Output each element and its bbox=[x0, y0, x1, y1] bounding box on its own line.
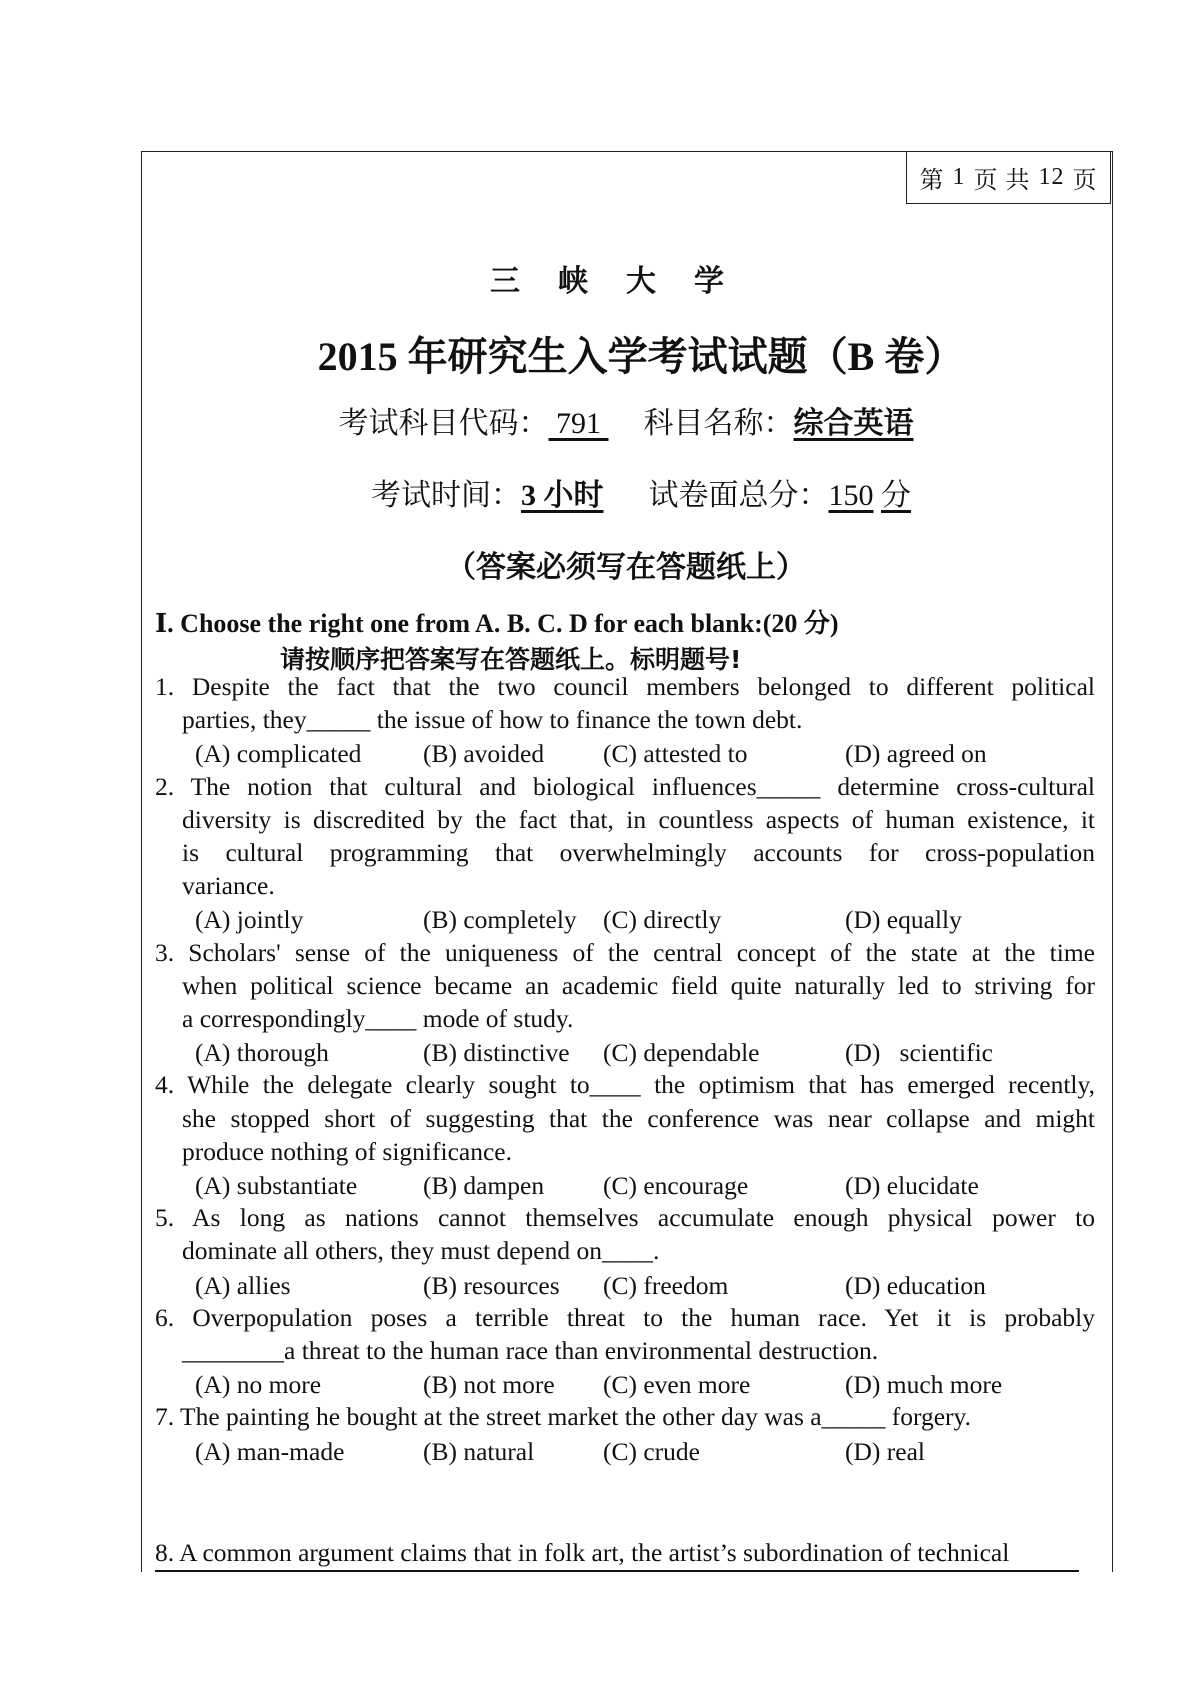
options-row bbox=[195, 736, 1095, 769]
question-3 bbox=[155, 936, 1095, 1036]
option-a: (A) no more bbox=[195, 1370, 322, 1400]
page-total: 12 bbox=[1038, 163, 1065, 190]
subject-code-label: 考试科目代码： bbox=[338, 407, 549, 440]
page-suffix: 页 bbox=[1072, 167, 1098, 194]
question-text-line: 1. Despite the fact that the two council members belonged to different political bbox=[155, 672, 1095, 701]
options-row bbox=[195, 1268, 1095, 1301]
time-score-line bbox=[141, 470, 1111, 514]
option-d: (D) scientific bbox=[845, 1038, 993, 1068]
time-label: 考试时间： bbox=[371, 479, 521, 512]
option-d: (D) agreed on bbox=[845, 739, 987, 769]
question-text-line: 4. While the delegate clearly sought to____ the optimism that has emerged recently, bbox=[155, 1070, 1095, 1100]
question-text-line: 6. Overpopulation poses a terrible threat to the human race. Yet it is probably bbox=[155, 1302, 1095, 1332]
question-8-partial: 8. A common argument claims that in folk art, the artist’s subordination of technical bbox=[155, 1536, 1079, 1572]
option-d: (D) education bbox=[845, 1270, 986, 1300]
subject-line bbox=[141, 398, 1111, 442]
option-c: (C) freedom bbox=[603, 1270, 729, 1300]
section-instruction: 请按顺序把答案写在答题纸上。标明题号! bbox=[280, 645, 742, 674]
question-4 bbox=[155, 1068, 1095, 1168]
option-c: (C) encourage bbox=[603, 1171, 749, 1200]
question-text-line: diversity is discredited by the fact that, in countless aspects of human existence, it bbox=[182, 804, 1095, 834]
time-value: 3 小时 bbox=[521, 479, 604, 512]
option-d: (D) elucidate bbox=[845, 1171, 979, 1200]
option-c: (C) even more bbox=[603, 1370, 751, 1400]
subject-name-label: 科目名称： bbox=[643, 407, 794, 440]
option-a: (A) allies bbox=[195, 1270, 291, 1300]
option-a: (A) man-made bbox=[195, 1436, 345, 1466]
page-current: 1 bbox=[952, 163, 966, 190]
question-2 bbox=[155, 770, 1095, 903]
question-text-line: a correspondingly____ mode of study. bbox=[182, 1003, 574, 1033]
option-a: (A) jointly bbox=[195, 905, 304, 935]
question-text-line: 7. The painting he bought at the street market the other day was a_____ forgery. bbox=[155, 1402, 971, 1432]
question-text-line: when political science became an academic field quite naturally led to striving for bbox=[182, 970, 1095, 1000]
options-row bbox=[195, 1035, 1095, 1068]
question-text-line: parties, they_____ the issue of how to finance the town debt. bbox=[182, 705, 803, 735]
question-5 bbox=[155, 1201, 1095, 1267]
options-row bbox=[195, 1434, 1095, 1467]
option-b: (B) completely bbox=[423, 905, 577, 935]
option-b: (B) dampen bbox=[423, 1171, 545, 1200]
answer-sheet-note: （答案必须写在答题纸上） bbox=[446, 551, 806, 584]
page-indicator bbox=[906, 151, 1111, 204]
option-d: (D) equally bbox=[845, 905, 962, 935]
question-text-line: 3. Scholars' sense of the uniqueness of the central concept of the state at the time bbox=[155, 937, 1095, 967]
university-name: 三峡大学 bbox=[490, 264, 762, 299]
option-b: (B) resources bbox=[423, 1270, 560, 1300]
question-text-line: dominate all others, they must depend on____. bbox=[182, 1236, 660, 1266]
option-d: (D) real bbox=[845, 1436, 925, 1466]
score-value: 150 bbox=[828, 479, 874, 512]
score-label: 试卷面总分： bbox=[648, 479, 829, 512]
question-text-line: variance. bbox=[182, 871, 275, 901]
subject-name: 综合英语 bbox=[793, 407, 914, 440]
question-6 bbox=[155, 1301, 1095, 1367]
options-row bbox=[195, 1168, 1095, 1201]
option-b: (B) not more bbox=[423, 1370, 555, 1400]
option-a: (A) thorough bbox=[195, 1038, 329, 1068]
option-c: (C) dependable bbox=[603, 1038, 760, 1068]
option-b: (B) avoided bbox=[423, 739, 545, 769]
option-a: (A) complicated bbox=[195, 739, 362, 769]
option-d: (D) much more bbox=[845, 1370, 1003, 1400]
question-7 bbox=[155, 1400, 1095, 1433]
page-prefix: 第 bbox=[919, 167, 945, 194]
options-row bbox=[195, 902, 1095, 935]
option-c: (C) crude bbox=[603, 1436, 700, 1466]
question-text-line: produce nothing of significance. bbox=[182, 1136, 512, 1166]
subject-code: 791 bbox=[548, 407, 609, 440]
option-c: (C) directly bbox=[603, 905, 722, 935]
option-c: (C) attested to bbox=[603, 739, 748, 769]
section-title: Ⅰ. Choose the right one from A. B. C. D for each blank:(20 分) bbox=[155, 609, 839, 638]
question-text-line: 2. The notion that cultural and biological influences_____ determine cross-cultural bbox=[155, 771, 1095, 801]
exam-title: 2015 年研究生入学考试试题（B 卷） bbox=[317, 334, 965, 379]
page-mid: 页 共 bbox=[973, 167, 1031, 194]
question-text-line: is cultural programming that overwhelmingly accounts for cross-population bbox=[182, 837, 1095, 867]
options-row bbox=[195, 1367, 1095, 1400]
score-unit: 分 bbox=[881, 479, 911, 512]
question-text-line: 5. As long as nations cannot themselves accumulate enough physical power to bbox=[155, 1203, 1095, 1233]
option-a: (A) substantiate bbox=[195, 1171, 358, 1200]
question-text-line: ________a threat to the human race than environmental destruction. bbox=[182, 1335, 879, 1365]
option-b: (B) distinctive bbox=[423, 1038, 570, 1068]
question-text-line: she stopped short of suggesting that the conference was near collapse and might bbox=[182, 1103, 1095, 1133]
question-1 bbox=[155, 670, 1095, 736]
option-b: (B) natural bbox=[423, 1436, 535, 1466]
